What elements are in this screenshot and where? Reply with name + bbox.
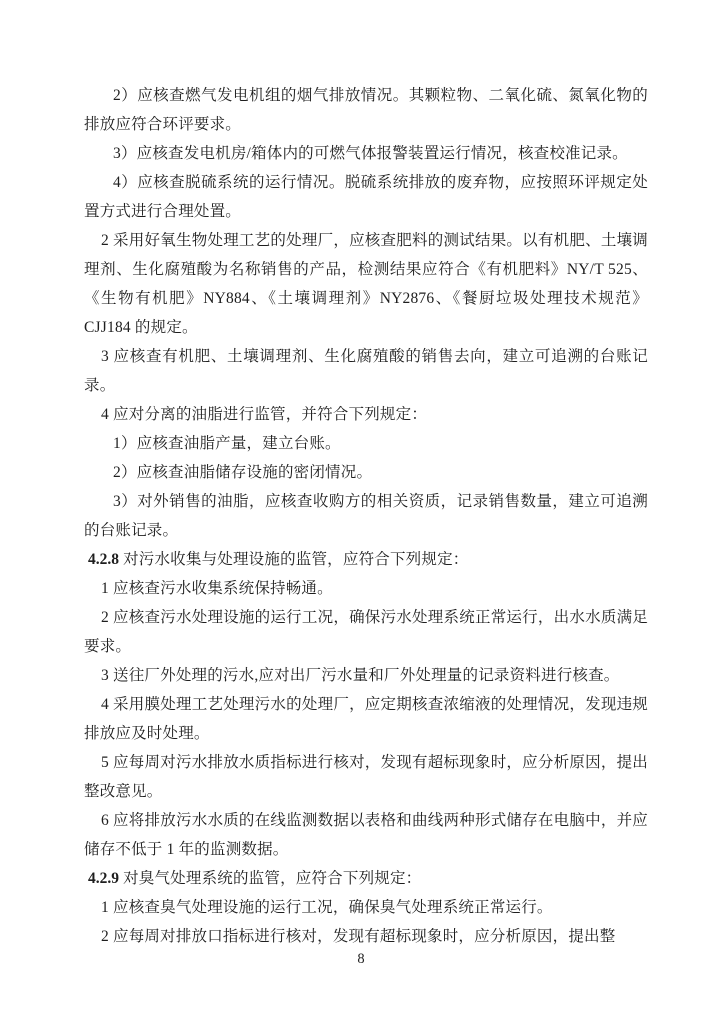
paragraph: 5 应每周对污水排放水质指标进行核对，发现有超标现象时，应分析原因，提出整改意见。: [84, 754, 648, 800]
paragraph: 2 采用好氧生物处理工艺的处理厂，应核查肥料的测试结果。以有机肥、土壤调理剂、生化腐殖酸为名称销售的产品，检测结果应符合《有机肥料》NY/T 525、《生物有机肥》NY884、《土壤调理剂》NY2876、《餐厨垃圾处理技术规范》CJJ184 的规定。: [84, 232, 648, 336]
paragraph: 2）应核查油脂储存设施的密闭情况。: [113, 464, 373, 481]
paragraph: 3）对外销售的油脂，应核查收购方的相关资质，记录销售数量，建立可追溯的台账记录。: [84, 493, 648, 539]
document-body: [84, 81, 648, 951]
paragraph: 1 应核查臭气处理设施的运行工况，确保臭气处理系统正常运行。: [101, 899, 553, 916]
section-heading: 4.2.9 对臭气处理系统的监管，应符合下列规定：: [88, 870, 422, 887]
page-number: 8: [357, 951, 365, 967]
paragraph: 3）应核查发电机房/箱体内的可燃气体报警装置运行情况，核查校准记录。: [113, 145, 628, 162]
paragraph: 1）应核查油脂产量，建立台账。: [113, 435, 341, 452]
paragraph: 4）应核查脱硫系统的运行情况。脱硫系统排放的废弃物，应按照环评规定处置方式进行合理处置。: [84, 174, 648, 220]
section-number: 4.2.9: [88, 870, 119, 887]
section-number: 4.2.8: [88, 551, 119, 568]
paragraph: 2 应核查污水处理设施的运行工况，确保污水处理系统正常运行，出水水质满足要求。: [84, 609, 648, 655]
section-heading: 4.2.8 对污水收集与处理设施的监管，应符合下列规定：: [88, 551, 469, 568]
paragraph: 3 应核查有机肥、土壤调理剂、生化腐殖酸的销售去向，建立可追溯的台账记录。: [84, 348, 648, 394]
paragraph: 2 应每周对排放口指标进行核对，发现有超标现象时，应分析原因，提出整: [101, 928, 616, 945]
paragraph: 6 应将排放污水水质的在线监测数据以表格和曲线两种形式储存在电脑中，并应储存不低于 1 年的监测数据。: [84, 812, 648, 858]
paragraph: 2）应核查燃气发电机组的烟气排放情况。其颗粒物、二氧化硫、氮氧化物的排放应符合环评要求。: [84, 87, 648, 133]
paragraph: 4 应对分离的油脂进行监管，并符合下列规定：: [101, 406, 428, 423]
paragraph: 3 送往厂外处理的污水,应对出厂污水量和厂外处理量的记录资料进行核查。: [101, 667, 620, 684]
paragraph: 1 应核查污水收集系统保持畅通。: [101, 580, 333, 597]
paragraph: 4 采用膜处理工艺处理污水的处理厂，应定期核查浓缩液的处理情况，发现违规排放应及时处理。: [84, 696, 648, 742]
